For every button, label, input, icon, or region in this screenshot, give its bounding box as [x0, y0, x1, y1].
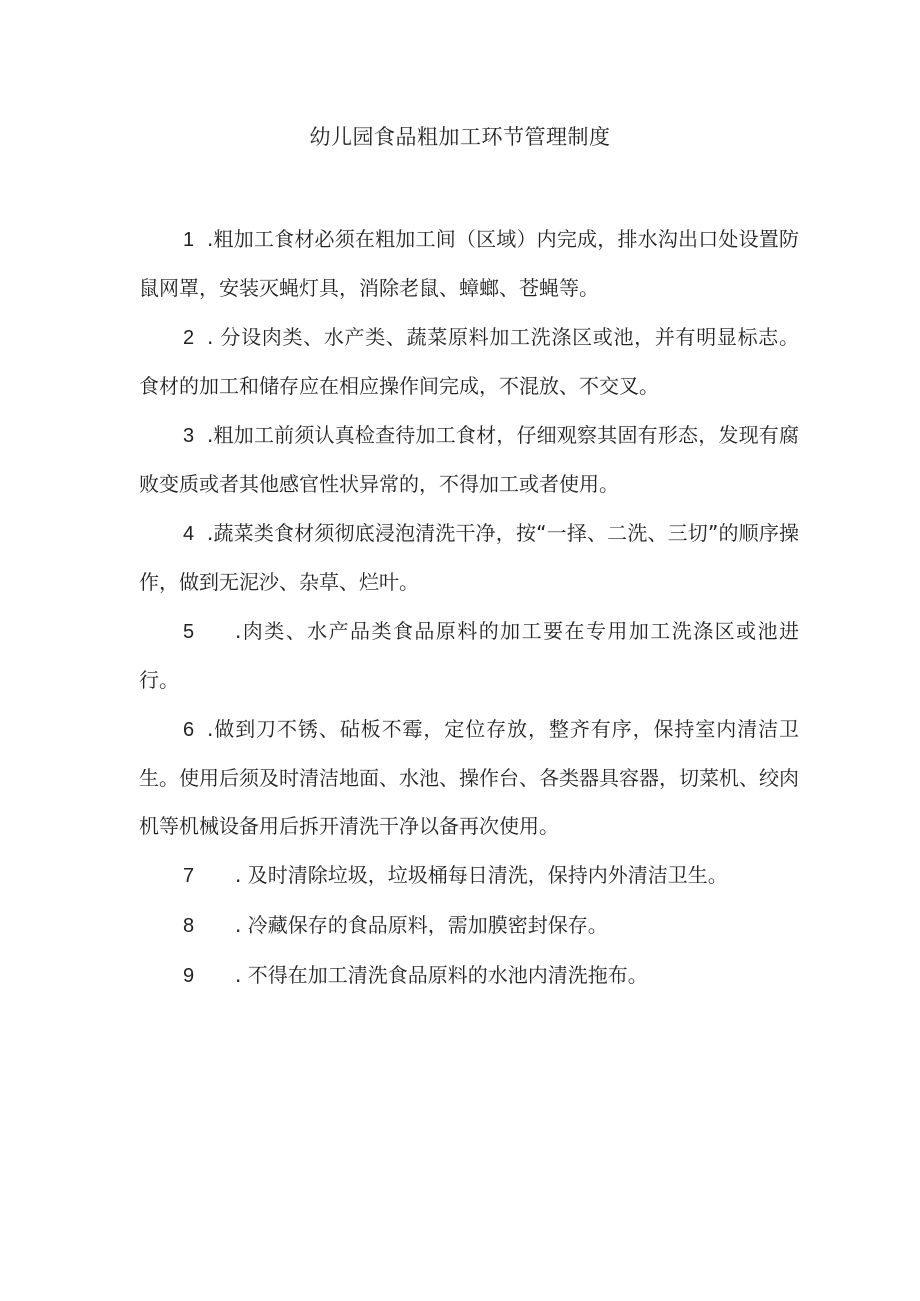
rule-item-4 [139, 509, 799, 606]
rule-number: 2 [183, 327, 195, 349]
rule-text: . 冷藏保存的食品原料，需加膜密封保存。 [235, 913, 608, 937]
rule-text: .肉类、水产品类食品原料的加工要在专用加工洗涤区或池进行。 [139, 619, 799, 692]
rule-number: 3 [183, 425, 195, 447]
rule-item-8 [139, 901, 799, 950]
rule-item-7 [139, 851, 799, 900]
rule-text: .做到刀不锈、砧板不霉，定位存放，整齐有序，保持室内清洁卫生。使用后须及时清洁地面、水池、操作台、各类器具容器，切菜机、绞肉机等机械设备用后拆开清洗干净以备再次使用。 [139, 717, 799, 838]
rules-list [139, 215, 799, 1001]
rule-number: 7 [183, 865, 195, 887]
rule-item-3 [139, 411, 799, 508]
rule-number: 8 [183, 915, 195, 937]
rule-text: .蔬菜类食材须彻底浸泡清洗干净，按“一择、二洗、三切”的顺序操作，做到无泥沙、杂草、烂叶。 [139, 521, 799, 594]
rule-text: .粗加工食材必须在粗加工间（区域）内完成，排水沟出口处设置防鼠网罩，安装灭蝇灯具，消除老鼠、蟑螂、苍蝇等。 [139, 227, 799, 300]
rule-number: 6 [183, 719, 195, 741]
rule-number: 4 [183, 523, 195, 545]
rule-text: . 不得在加工清洗食品原料的水池内清洗拖布。 [235, 963, 648, 987]
rule-item-2 [139, 313, 799, 410]
document-title: 幼儿园食品粗加工环节管理制度 [309, 125, 611, 149]
rule-item-9 [139, 951, 799, 1000]
rule-item-1 [139, 215, 799, 312]
rule-text: .粗加工前须认真检查待加工食材，仔细观察其固有形态，发现有腐败变质或者其他感官性状异常的，不得加工或者使用。 [139, 423, 799, 496]
rule-number: 9 [183, 965, 195, 987]
rule-item-5 [139, 607, 799, 704]
rule-text: . 分设肉类、水产类、蔬菜原料加工洗涤区或池，并有明显标志。食材的加工和储存应在相应操作间完成，不混放、不交叉。 [139, 325, 799, 398]
rule-item-6 [139, 705, 799, 850]
rule-number: 1 [183, 229, 195, 251]
rule-text: . 及时清除垃圾，垃圾桶每日清洗，保持内外清洁卫生。 [235, 863, 728, 887]
rule-number: 5 [183, 621, 195, 643]
